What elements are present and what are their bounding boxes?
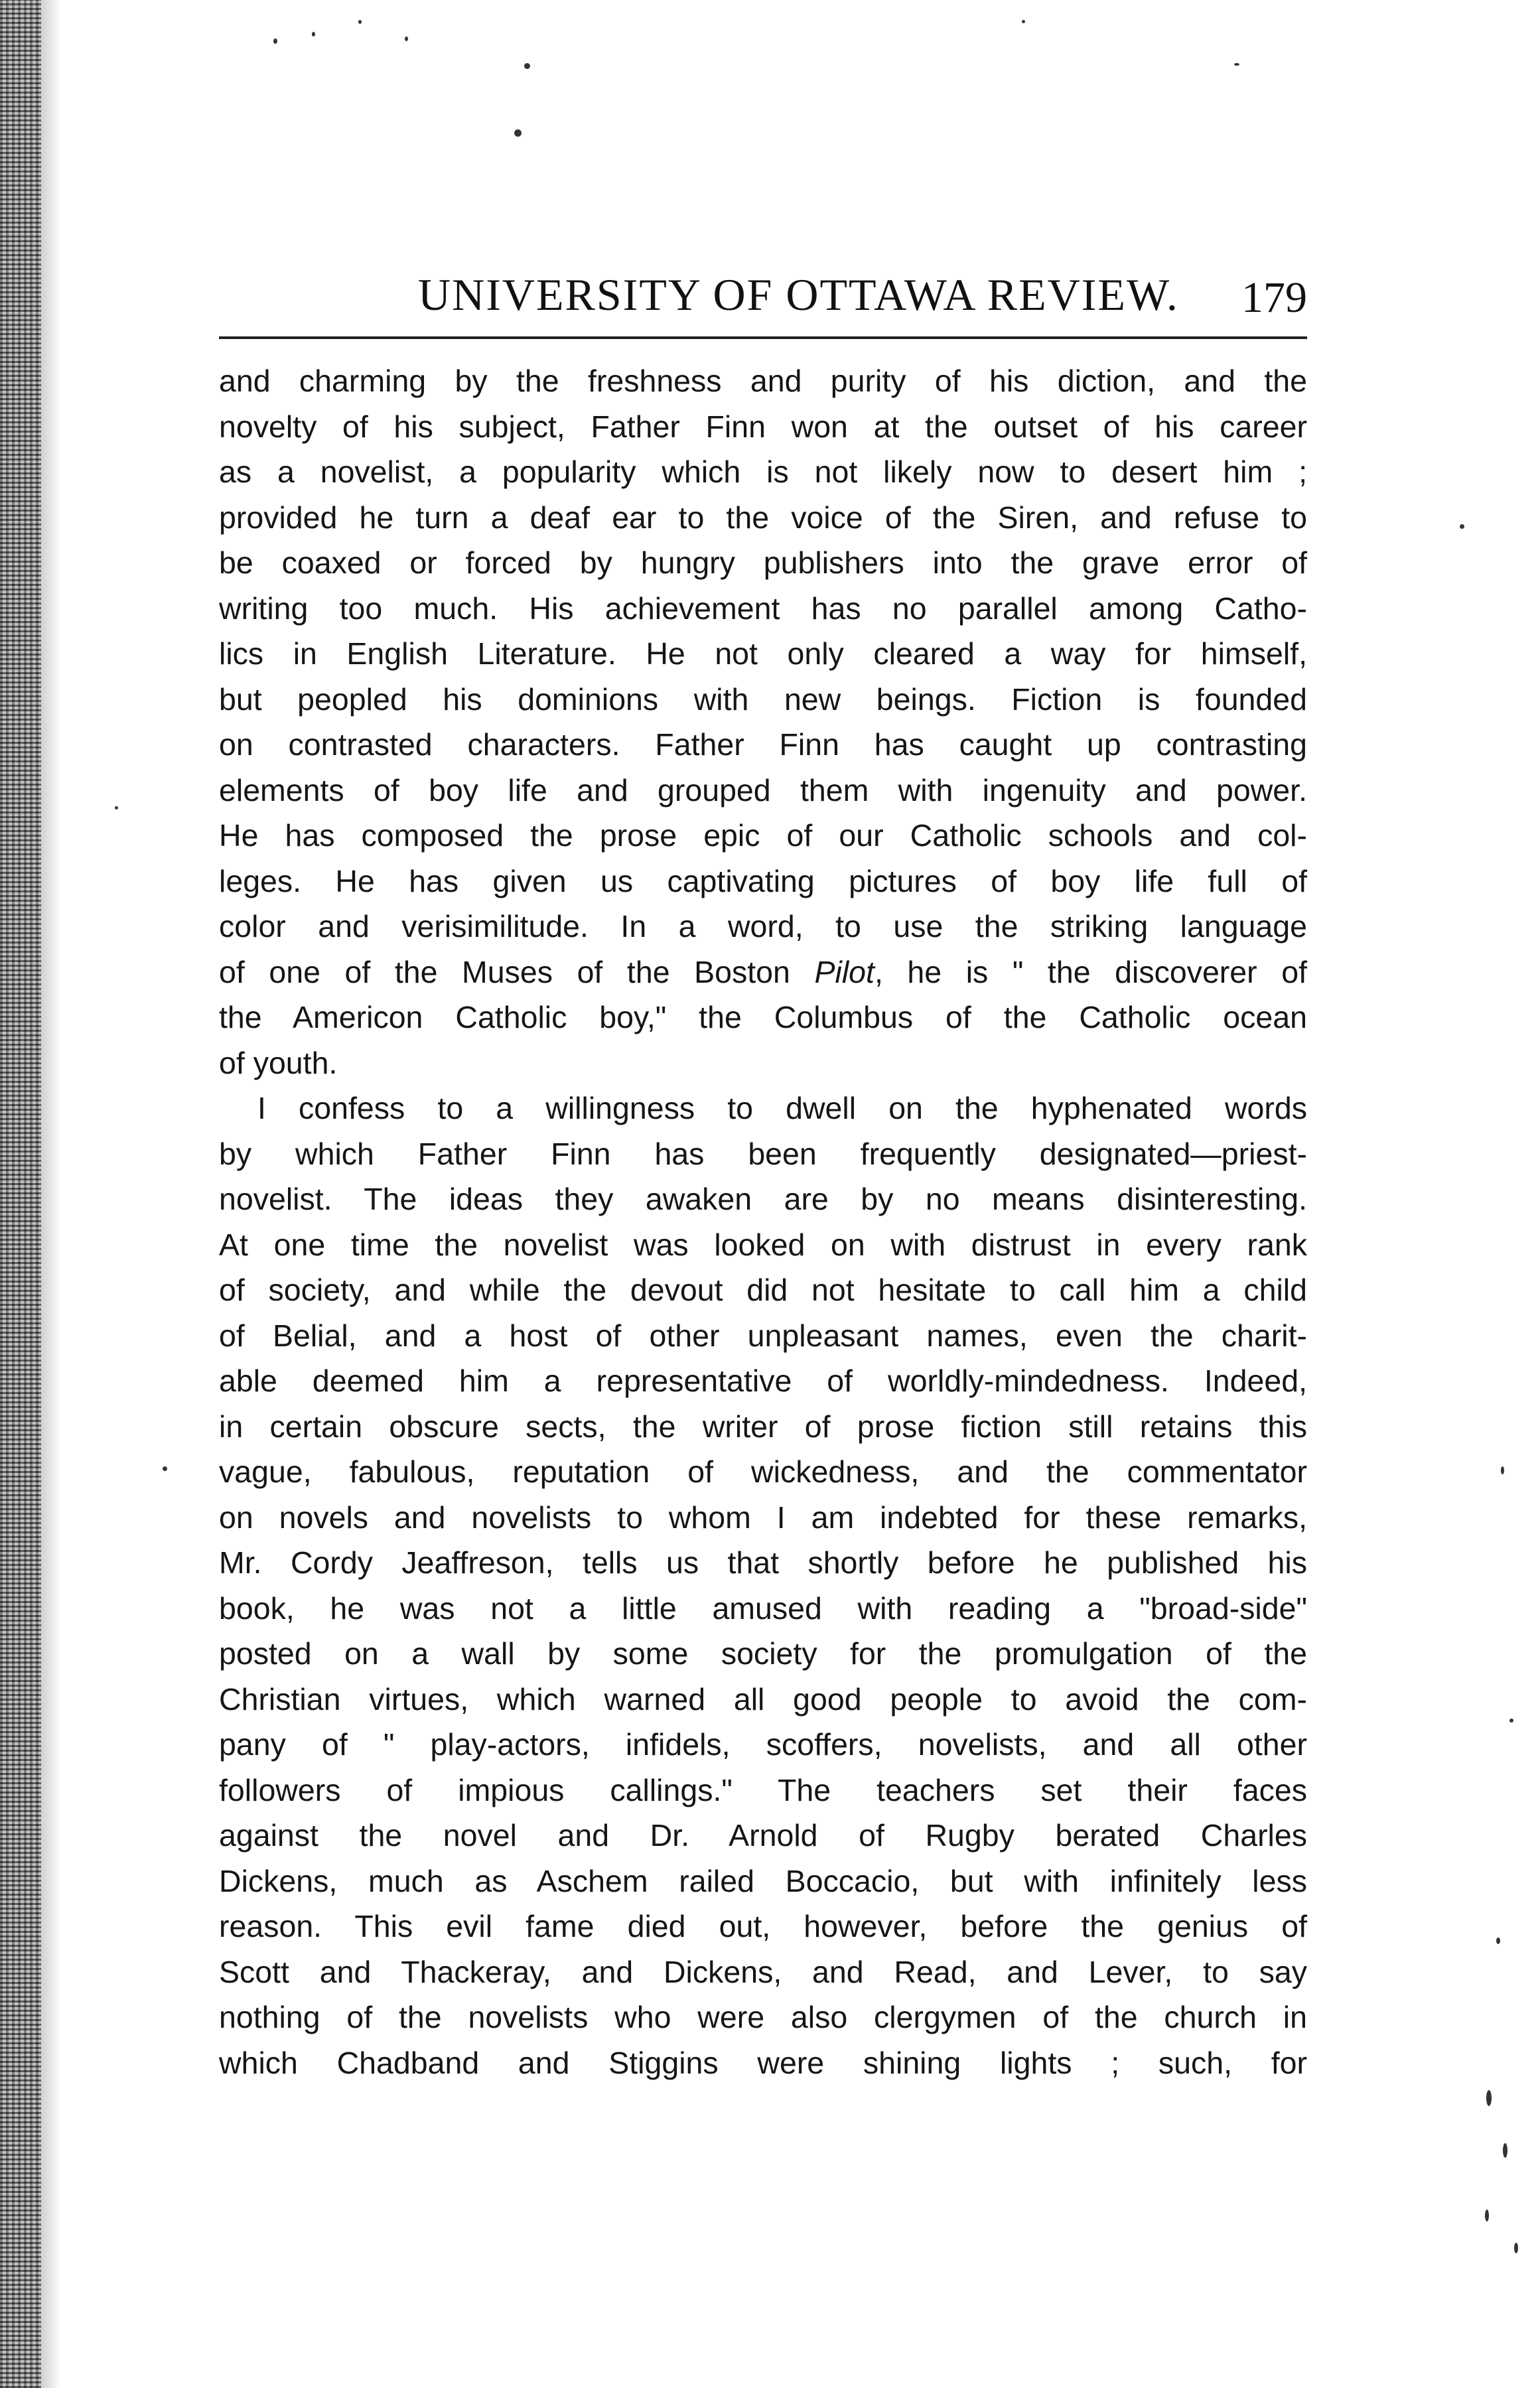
text-line: elements of boy life and grouped them with ingenuity and power. <box>219 772 1307 808</box>
text-line: leges. He has given us captivating pictures of boy life full of <box>219 863 1307 898</box>
text-line: posted on a wall by some society for the promulgation of the <box>219 1636 1307 1671</box>
text-line: reason. This evil fame died out, however, before the genius of <box>219 1909 1307 1943</box>
scan-speck <box>524 63 530 69</box>
text-line: novelist. The ideas they awaken are by no means disinteresting. <box>219 1182 1307 1216</box>
scan-speck <box>1503 2143 1507 2158</box>
text-line: able deemed him a representative of worldly-mindedness. Indeed, <box>219 1364 1307 1398</box>
scan-speck <box>273 38 277 44</box>
text-line: the Americon Catholic boy," the Columbus of the Catholic ocean <box>219 1000 1307 1034</box>
scan-speck <box>1234 63 1239 66</box>
scan-speck <box>163 1466 167 1471</box>
text-line: as a novelist, a popularity which is not likely now to desert him ; <box>219 455 1307 489</box>
page-header <box>219 262 1307 335</box>
text-line: color and verisimilitude. In a word, to use the striking language <box>219 909 1307 944</box>
paragraph <box>219 1086 1307 2085</box>
text-line: nothing of the novelists who were also clergymen of the church in <box>219 2000 1307 2034</box>
scan-speck <box>405 36 408 41</box>
page-binding-shadow <box>41 0 61 2388</box>
text-line: novelty of his subject, Father Finn won at the outset of his career <box>219 409 1307 444</box>
scan-speck <box>115 806 118 809</box>
scan-speck <box>1496 1937 1500 1944</box>
text-line: book, he was not a little amused with reading a "broad-side" <box>219 1590 1307 1626</box>
text-line: followers of impious callings." The teachers set their faces <box>219 1772 1307 1807</box>
paragraph <box>219 358 1307 1086</box>
scan-speck <box>1501 1466 1504 1474</box>
text-line: Scott and Thackeray, and Dickens, and Read, and Lever, to say <box>219 1954 1307 1989</box>
text-line: of society, and while the devout did not hesitate to call him a child <box>219 1273 1307 1307</box>
text-line: and charming by the freshness and purity of his diction, and the <box>219 364 1307 398</box>
text-line: lics in English Literature. He not only cleared a way for himself, <box>219 636 1307 671</box>
text-line: Christian virtues, which warned all good people to avoid the com- <box>219 1681 1307 1717</box>
italic-title: Pilot <box>814 954 875 989</box>
text-line: I confess to a willingness to dwell on the hyphenated words <box>257 1091 1307 1125</box>
text-line: be coaxed or forced by hungry publishers into the grave error of <box>219 545 1307 580</box>
text-line: writing too much. His achievement has no parallel among Catho- <box>219 591 1307 626</box>
text-line: but peopled his dominions with new beings. Fiction is founded <box>219 681 1307 717</box>
text-line: by which Father Finn has been frequently designated—priest- <box>219 1136 1307 1171</box>
text-line: Dickens, much as Aschem railed Boccacio, but with infinitely less <box>219 1863 1307 1898</box>
text-line: of one of the Muses of the Boston Pilot, he is " the discoverer of <box>219 954 1307 989</box>
text-line: Mr. Cordy Jeaffreson, tells us that shortly before he published his <box>219 1545 1307 1580</box>
scan-speck <box>1485 2210 1489 2221</box>
scan-speck <box>1514 2243 1518 2253</box>
text-line: He has composed the prose epic of our Catholic schools and col- <box>219 818 1307 853</box>
text-line: in certain obscure sects, the writer of prose fiction still retains this <box>219 1409 1307 1444</box>
scan-speck <box>1022 20 1025 23</box>
text-line: of youth. <box>219 1045 338 1080</box>
text-line: against the novel and Dr. Arnold of Rugby berated Charles <box>219 1818 1307 1853</box>
scan-speck <box>514 129 522 137</box>
header-rule <box>219 336 1307 339</box>
page-number: 179 <box>1241 273 1307 322</box>
text-line: pany of " play-actors, infidels, scoffers, novelists, and all other <box>219 1727 1307 1762</box>
text-line: At one time the novelist was looked on with distrust in every rank <box>219 1227 1307 1262</box>
text-line: on contrasted characters. Father Finn has caught up contrasting <box>219 727 1307 762</box>
scan-speck <box>312 32 315 36</box>
text-line: which Chadband and Stiggins were shining lights ; such, for <box>219 2045 1307 2080</box>
text-line: of Belial, and a host of other unpleasant names, even the charit- <box>219 1318 1307 1353</box>
running-head: UNIVERSITY OF OTTAWA REVIEW. <box>418 269 1179 320</box>
text-line: provided he turn a deaf ear to the voice of the Siren, and refuse to <box>219 500 1307 535</box>
text-line: on novels and novelists to whom I am indebted for these remarks, <box>219 1500 1307 1535</box>
page-binding-edge <box>0 0 41 2388</box>
scan-speck <box>1460 524 1464 529</box>
body-text <box>219 358 1307 2085</box>
scan-speck <box>358 20 362 24</box>
scan-speck <box>1509 1719 1513 1722</box>
text-line: vague, fabulous, reputation of wickedness, and the commentator <box>219 1454 1307 1489</box>
scan-speck <box>1486 2090 1492 2106</box>
